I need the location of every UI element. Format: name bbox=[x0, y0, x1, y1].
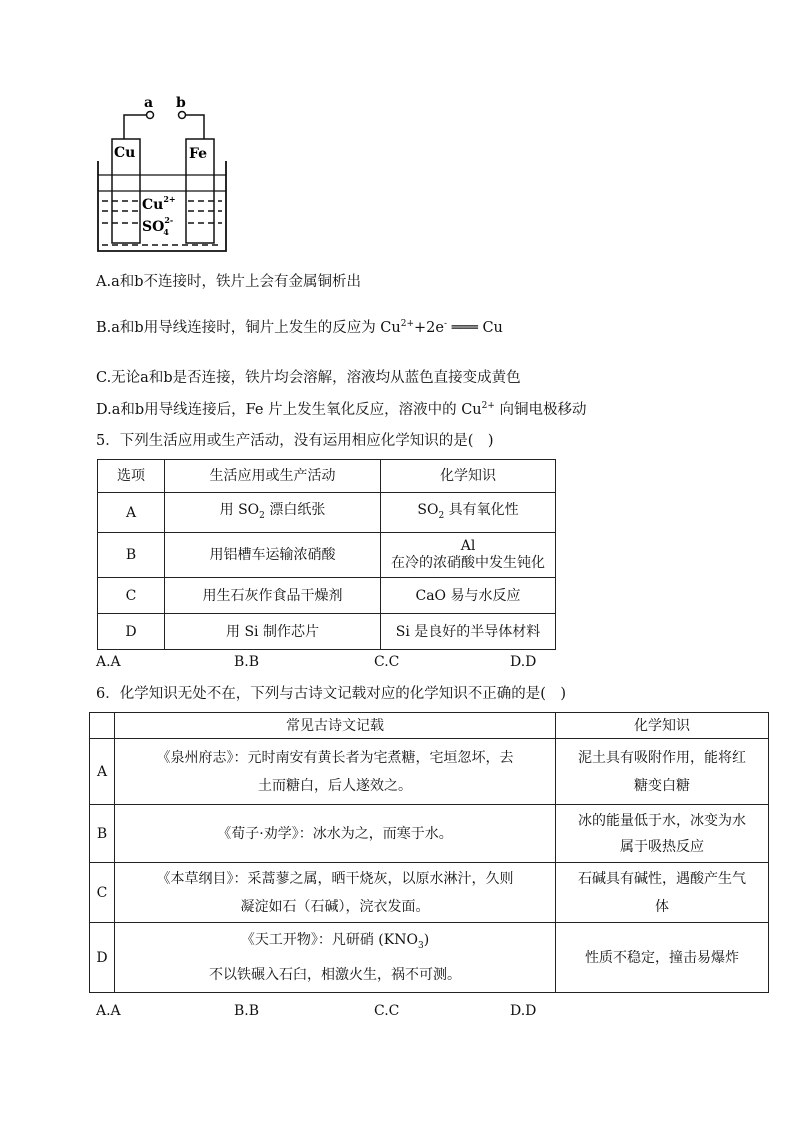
q6-row-c-knowledge: 石碱具有碱性，遇酸产生气 体 bbox=[556, 863, 769, 923]
q5-answer-d: D.D bbox=[510, 654, 537, 670]
table-row bbox=[90, 923, 769, 993]
q4-option-b: B.a和b用导线连接时，铜片上发生的反应为 $Cu^{2+}+2e^-$ ═══ Cu bbox=[96, 319, 503, 336]
q5-answer-choices bbox=[96, 654, 596, 672]
q5-answer-b: B.B bbox=[234, 654, 260, 670]
q5-row-b-activity: 用铝槽车运输浓硝酸 bbox=[165, 533, 381, 578]
q5-header-knowledge: 化学知识 bbox=[381, 460, 556, 493]
q5-answer-c: C.C bbox=[374, 654, 400, 670]
q5-row-c-option: C bbox=[98, 578, 165, 614]
terminal-a-label: a bbox=[144, 95, 154, 111]
q5-table bbox=[97, 459, 556, 650]
q6-header-knowledge: 化学知识 bbox=[556, 713, 769, 739]
q4-option-d: D.a和b用导线连接后，Fe 片上发生氧化反应，溶液中的 $Cu^{2+}$ 向铜电极移动 bbox=[96, 401, 587, 418]
q6-answer-choices bbox=[96, 1003, 596, 1021]
table-row bbox=[90, 863, 769, 923]
q6-row-c-option: C bbox=[90, 863, 115, 923]
table-row bbox=[98, 578, 556, 614]
q6-answer-a: A.A bbox=[96, 1003, 121, 1019]
q6-row-d-knowledge: 性质不稳定，撞击易爆炸 bbox=[556, 923, 769, 993]
q6-answer-b: B.B bbox=[234, 1003, 260, 1019]
q5-stem: 5．下列生活应用或生产活动，没有运用相应化学知识的是( ) bbox=[96, 433, 494, 449]
table-row bbox=[98, 493, 556, 533]
q6-answer-d: D.D bbox=[510, 1003, 537, 1019]
q5-row-d-option: D bbox=[98, 614, 165, 650]
q6-row-b-record: 《荀子·劝学》：冰水为之，而寒于水。 bbox=[115, 805, 556, 863]
fe-electrode-label: Fe bbox=[189, 146, 208, 162]
q6-row-d-record: 《天工开物》：凡研硝 $(KNO_3)$ 不以铁碾入石臼，相激火生，祸不可测。 bbox=[115, 923, 556, 993]
q5-row-d-knowledge: Si 是良好的半导体材料 bbox=[381, 614, 556, 650]
q5-row-b-option: B bbox=[98, 533, 165, 578]
q4-option-c: C.无论a和b是否连接，铁片均会溶解，溶液均从蓝色直接变成黄色 bbox=[96, 370, 521, 386]
q6-stem: 6．化学知识无处不在，下列与古诗文记载对应的化学知识不正确的是( ) bbox=[96, 686, 567, 702]
q6-table bbox=[89, 712, 769, 993]
q5-header-option: 选项 bbox=[98, 460, 165, 493]
q6-row-c-record: 《本草纲目》：采蒿蓼之属，晒干烧灰，以原水淋汁，久则 凝淀如石（石碱），浣衣发面。 bbox=[115, 863, 556, 923]
q5-row-c-activity: 用生石灰作食品干燥剂 bbox=[165, 578, 381, 614]
q5-answer-a: A.A bbox=[96, 654, 121, 670]
q6-row-b-option: B bbox=[90, 805, 115, 863]
cu-electrode-label: Cu bbox=[114, 145, 136, 161]
q6-row-b-knowledge: 冰的能量低于水，冰变为水 属于吸热反应 bbox=[556, 805, 769, 863]
electrochemical-cell-diagram bbox=[92, 95, 232, 260]
q5-row-a-activity: 用 $SO_2$ 漂白纸张 bbox=[165, 493, 381, 533]
table-row bbox=[90, 805, 769, 863]
q5-row-a-option: A bbox=[98, 493, 165, 533]
sulfate-ion-label: $SO^{2-}4$ bbox=[142, 215, 174, 237]
table-row bbox=[98, 533, 556, 578]
q5-header-activity: 生活应用或生产活动 bbox=[165, 460, 381, 493]
q5-row-d-activity: 用 Si 制作芯片 bbox=[165, 614, 381, 650]
table-row bbox=[90, 739, 769, 805]
q5-row-a-knowledge: $SO_2$ 具有氧化性 bbox=[381, 493, 556, 533]
cu-ion-label: $Cu^{2+}$ bbox=[142, 194, 176, 213]
q6-header-record: 常见古诗文记载 bbox=[115, 713, 556, 739]
q4-option-a: A.a和b不连接时，铁片上会有金属铜析出 bbox=[96, 274, 362, 290]
q6-header-option bbox=[90, 713, 115, 739]
q6-row-a-record: 《泉州府志》：元时南安有黄长者为宅煮糖，宅垣忽坏，去 土而糖白，后人遂效之。 bbox=[115, 739, 556, 805]
table-row bbox=[98, 614, 556, 650]
q5-row-b-knowledge: Al 在冷的浓硝酸中发生钝化 bbox=[381, 533, 556, 578]
q6-row-a-option: A bbox=[90, 739, 115, 805]
q6-answer-c: C.C bbox=[374, 1003, 400, 1019]
q6-row-d-option: D bbox=[90, 923, 115, 993]
q5-row-c-knowledge: CaO 易与水反应 bbox=[381, 578, 556, 614]
terminal-b-label: b bbox=[176, 95, 186, 111]
q6-row-a-knowledge: 泥土具有吸附作用，能将红 糖变白糖 bbox=[556, 739, 769, 805]
